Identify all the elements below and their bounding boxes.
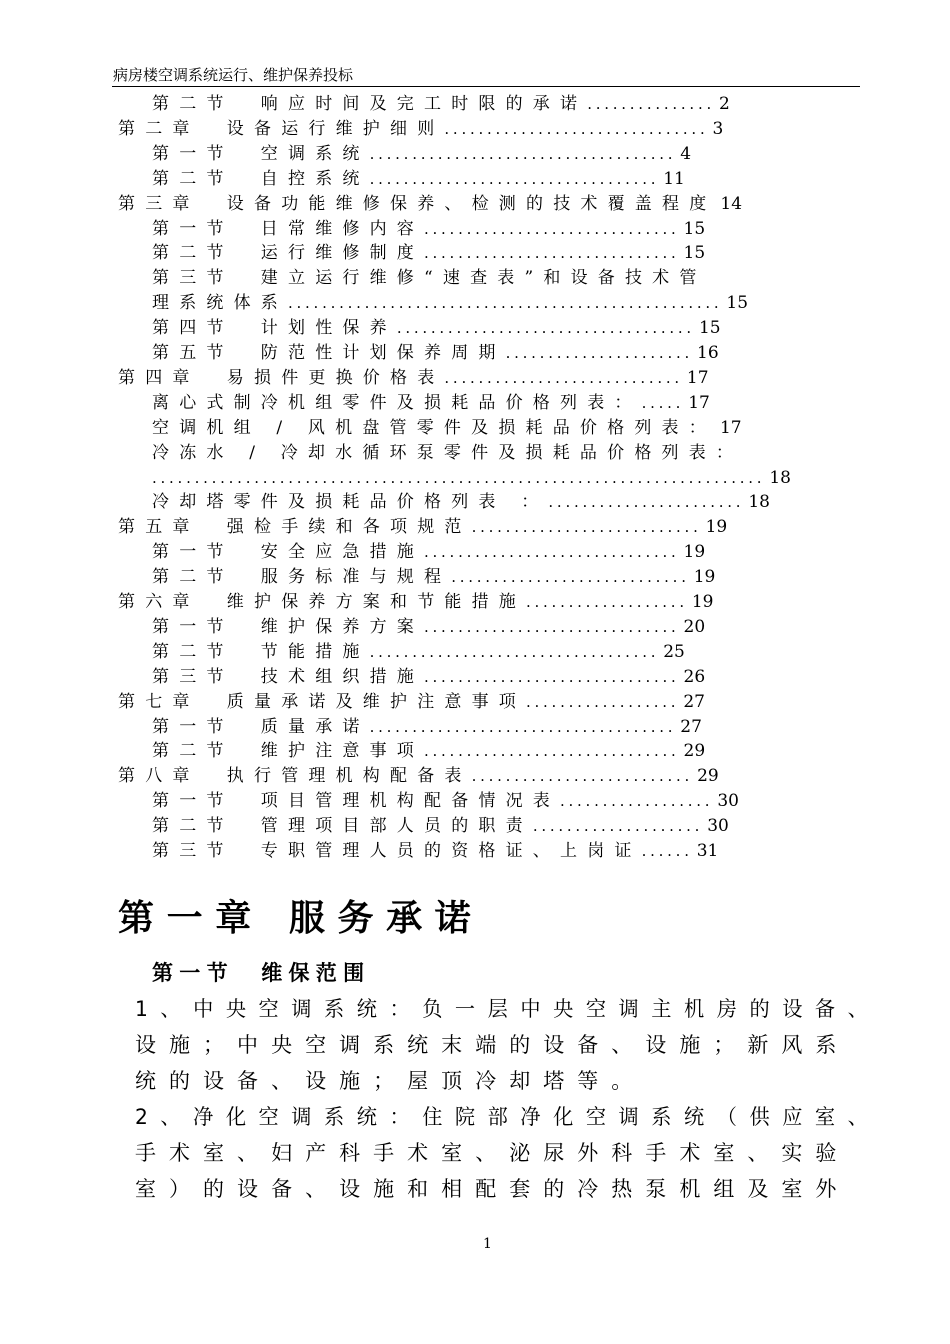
toc-entry[interactable]	[118, 764, 719, 789]
toc-entry-title: 第二节 维护注意事项	[152, 741, 424, 762]
toc-entry-title: 第一节 维护保养方案	[152, 616, 424, 637]
toc-entry[interactable]	[152, 266, 711, 291]
toc-entry-page: 31	[696, 841, 719, 861]
toc-entry-leader: ............................	[451, 568, 690, 587]
paragraph-line: 设施；中央空调系统末端的设备、设施；新风系	[135, 1033, 850, 1057]
toc-entry-title: 第二节 自控系统	[152, 168, 370, 189]
toc-entry-title: 第二章 设备运行维护细则	[118, 118, 445, 139]
toc-entry-page: 17	[688, 392, 710, 413]
toc-entry-page: 25	[663, 641, 685, 662]
toc-entry[interactable]	[152, 167, 685, 192]
toc-entry[interactable]	[152, 316, 721, 341]
toc-entry-page: 15	[683, 243, 706, 264]
toc-entry[interactable]	[152, 241, 705, 266]
toc-entry[interactable]	[152, 466, 791, 491]
toc-entry-leader: ..............................	[424, 244, 680, 263]
toc-entry[interactable]	[152, 640, 685, 665]
toc-entry-title: 第一节 日常维修内容	[152, 218, 424, 239]
toc-entry[interactable]	[118, 366, 709, 391]
toc-entry-page: 30	[707, 816, 729, 837]
toc-entry-leader: ...........................	[471, 518, 702, 537]
toc-entry-title: 第一节 空调系统	[152, 143, 370, 164]
toc-entry-page: 16	[697, 343, 719, 363]
toc-entry-leader: ...................................	[396, 319, 695, 338]
toc-entry-page: 14	[720, 193, 743, 214]
section-title: 第一节 维保范围	[152, 961, 371, 985]
toc-entry[interactable]	[152, 416, 742, 441]
toc-entry[interactable]	[152, 715, 702, 740]
toc-entry-leader: .....	[641, 393, 685, 412]
header-divider	[112, 86, 860, 87]
toc-entry-title: 第四章 易损件更换价格表	[118, 367, 445, 388]
toc-entry-title: 空调机组 / 风机盘管零件及损耗品价格列表：	[152, 417, 716, 438]
toc-entry-title: 第二节 管理项目部人员的职责	[152, 816, 533, 837]
header-title: 病房楼空调系统运行、维护保养投标	[113, 66, 354, 84]
toc-entry-leader: ......................	[505, 344, 694, 362]
toc-entry-title: 第一节 项目管理机构配备情况表	[152, 791, 560, 812]
toc-entry[interactable]	[118, 192, 742, 217]
toc-entry-page: 27	[683, 691, 705, 712]
toc-entry-page: 15	[698, 318, 721, 339]
toc-entry-title: 第二节 服务标准与规程	[152, 567, 452, 588]
toc-entry-leader: ..............................	[424, 667, 680, 686]
toc-entry[interactable]	[152, 739, 705, 764]
toc-entry[interactable]	[118, 117, 723, 142]
toc-entry-title: 离心式制冷机组零件及损耗品价格列表：	[152, 392, 642, 413]
toc-entry[interactable]	[152, 391, 710, 416]
toc-entry[interactable]	[152, 540, 705, 565]
toc-entry-leader: ........................................................................	[152, 468, 766, 487]
toc-entry-page: 15	[726, 293, 749, 314]
toc-entry[interactable]	[152, 490, 770, 515]
toc-entry-page: 19	[693, 567, 716, 588]
toc-entry-title: 冷却塔零件及损耗品价格列表 ：	[152, 492, 549, 513]
toc-entry-title: 第三节 专职管理人员的资格证、上岗证	[152, 841, 642, 861]
paragraph-line: 统的设备、设施；屋顶冷却塔等。	[135, 1069, 646, 1093]
toc-entry-page: 20	[683, 616, 706, 637]
toc-entry-title: 冷冻水 / 冷却水循环泵零件及损耗品价格列表：	[152, 442, 744, 463]
toc-entry-page: 26	[683, 666, 706, 687]
toc-entry[interactable]	[152, 441, 747, 466]
toc-entry-title: 第五章 强检手续和各项规范	[118, 517, 472, 538]
toc-entry-leader: ....................................	[369, 717, 677, 736]
paragraph-line: 1、中央空调系统：负一层中央空调主机房的设备、	[135, 997, 881, 1021]
toc-entry-page: 30	[717, 791, 739, 812]
toc-entry-page: 18	[769, 467, 791, 488]
toc-entry-leader: ............................	[444, 368, 683, 387]
toc-entry-page: 4	[680, 143, 692, 164]
toc-entry[interactable]	[152, 142, 691, 167]
toc-entry-page: 11	[663, 168, 685, 189]
toc-entry-leader: ..............................	[424, 617, 680, 636]
toc-entry[interactable]	[152, 341, 719, 366]
toc-entry[interactable]	[152, 615, 705, 640]
toc-entry-leader: ...............................	[444, 119, 709, 138]
toc-entry[interactable]	[152, 565, 715, 590]
toc-entry-leader: ..................................	[369, 169, 660, 188]
toc-entry-page: 29	[697, 766, 719, 787]
toc-entry-page: 19	[683, 542, 706, 563]
toc-entry[interactable]	[152, 814, 729, 839]
toc-entry[interactable]	[118, 690, 705, 715]
toc-entry-title: 第三章 设备功能维修保养、检测的技术覆盖程度	[118, 193, 717, 214]
toc-entry-leader: ..................................	[369, 642, 660, 661]
chapter-title: 第一章 服务承诺	[118, 898, 484, 939]
toc-entry[interactable]	[118, 590, 713, 615]
toc-entry[interactable]	[152, 92, 730, 117]
toc-entry[interactable]	[152, 665, 705, 690]
toc-entry-leader: ..............................	[424, 219, 680, 238]
toc-entry[interactable]	[152, 789, 739, 814]
toc-entry-leader: ..........................	[471, 767, 694, 786]
toc-entry-title: 第二节 响应时间及完工时限的承诺	[152, 94, 588, 114]
toc-entry[interactable]	[152, 291, 748, 316]
toc-entry-title: 第六章 维护保养方案和节能措施	[118, 592, 526, 612]
toc-entry-page: 18	[748, 492, 770, 513]
toc-entry-leader: ..................	[560, 792, 714, 811]
toc-entry-page: 3	[712, 118, 724, 139]
toc-entry-leader: ...................	[526, 593, 688, 611]
toc-entry-title: 第二节 节能措施	[152, 641, 370, 662]
toc-entry-page: 27	[680, 716, 702, 737]
toc-entry-leader: ...............	[587, 95, 715, 113]
toc-entry-page: 17	[719, 417, 742, 438]
toc-entry-page: 29	[683, 741, 706, 762]
toc-entry-leader: ..............................	[424, 742, 680, 761]
toc-entry-leader: ..............................	[424, 543, 680, 562]
toc-entry-title: 第四节 计划性保养	[152, 318, 397, 339]
toc-entry[interactable]	[118, 515, 727, 540]
paragraph-line: 2、净化空调系统：住院部净化空调系统（供应室、	[135, 1105, 881, 1129]
toc-entry-title: 第七章 质量承诺及维护注意事项	[118, 691, 526, 712]
toc-entry-leader: ......	[641, 842, 693, 860]
toc-entry-title: 第一节 安全应急措施	[152, 542, 424, 563]
toc-entry-leader: ....................	[532, 817, 704, 836]
toc-entry[interactable]	[152, 217, 705, 242]
toc-entry-leader: ..................	[526, 692, 680, 711]
toc-entry-page: 19	[705, 517, 728, 538]
paragraph-line: 手术室、妇产科手术室、泌尿外科手术室、实验	[135, 1141, 850, 1165]
toc-entry-leader: ...................................................	[288, 294, 723, 313]
toc-entry[interactable]	[152, 839, 718, 864]
toc-entry-title: 第三节 技术组织措施	[152, 666, 424, 687]
toc-entry-page: 17	[686, 367, 709, 388]
toc-entry-page: 2	[718, 94, 730, 114]
toc-entry-page: 19	[691, 592, 714, 612]
toc-entry-leader: ....................................	[369, 144, 677, 163]
toc-entry-title: 第二节 运行维修制度	[152, 243, 424, 264]
toc-entry-title: 第五节 防范性计划保养周期	[152, 343, 506, 363]
toc-entry-title: 第八章 执行管理机构配备表	[118, 766, 472, 787]
toc-entry-title: 第三节 建立运行维修“速查表”和设备技术管	[152, 268, 707, 289]
toc-entry-title: 理系统体系	[152, 293, 288, 314]
toc-entry-title: 第一节 质量承诺	[152, 716, 370, 737]
paragraph-line: 室）的设备、设施和相配套的冷热泵机组及室外	[135, 1177, 850, 1201]
toc-entry-leader: .......................	[548, 493, 745, 512]
toc-entry-page: 15	[683, 218, 706, 239]
page-number: 1	[483, 1236, 492, 1252]
